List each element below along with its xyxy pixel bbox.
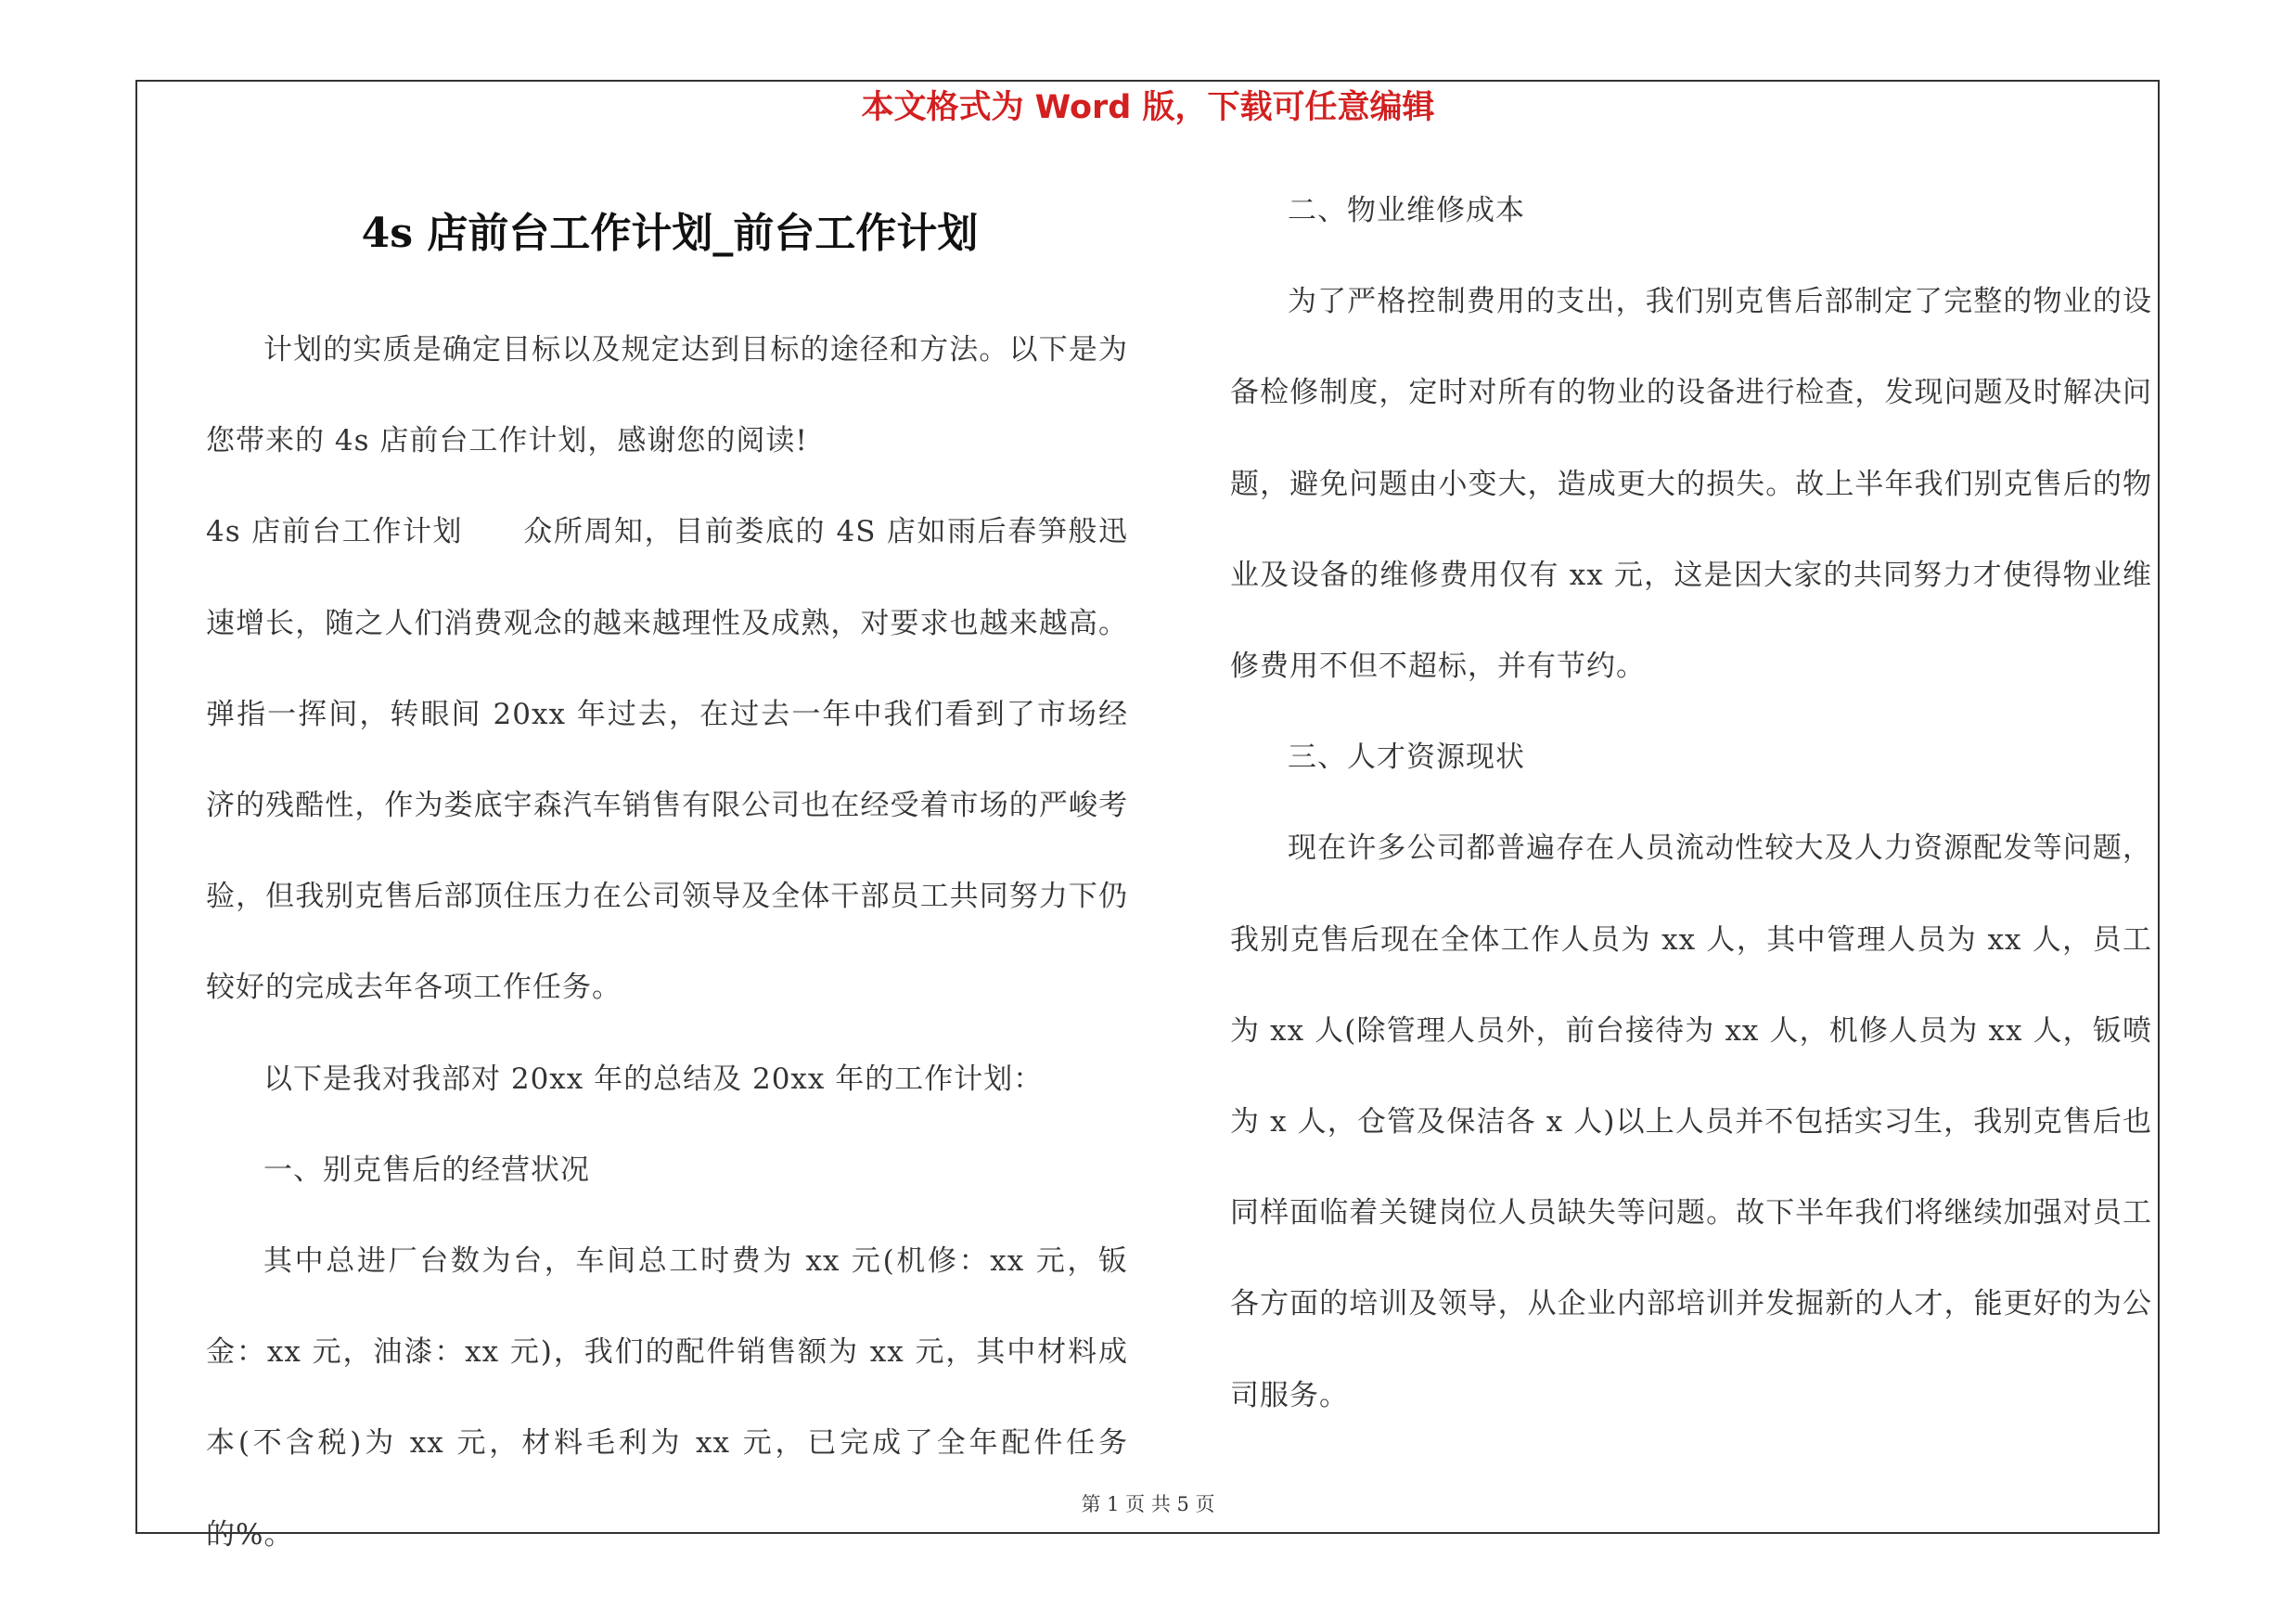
paragraph-maintenance: 为了严格控制费用的支出，我们别克售后部制定了完整的物业的设备检修制度，定时对所有的物业的设备进行检查，发现问题及时解决问题，避免问题由小变大，造成更大的损失。故上半年我们别克售后的物业及设备的维修费用仅有 xx 元，这是因大家的共同努力才使得物业维修费用不但不超标，并有节约。 bbox=[1230, 285, 2152, 684]
left-column bbox=[206, 304, 1128, 1580]
format-banner: 本文格式为 Word 版，下载可任意编辑 bbox=[861, 89, 1435, 126]
paragraph-overview: 4s 店前台工作计划 众所周知，目前娄底的 4S 店如雨后春笋般迅速增长，随之人们消费观念的越来越理性及成熟，对要求也越来越高。弹指一挥间，转眼间 20xx 年过去，在过去一年中我们看到了市场经济的残酷性，作为娄底宇森汽车销售有限公司也在经受着市场的严峻考验，但我别克售后部顶住压力在公司领导及全体干部员工共同努力下仍较好的完成去年各项工作任务。 bbox=[206, 515, 1128, 1005]
document-title: 4s 店前台工作计划_前台工作计划 bbox=[361, 210, 979, 257]
right-column bbox=[1230, 165, 2152, 1441]
page-number: 第 1 页 共 5 页 bbox=[1081, 1493, 1215, 1515]
section-heading-maintenance: 二、物业维修成本 bbox=[1288, 194, 1525, 227]
paragraph-operations: 其中总进厂台数为台，车间总工时费为 xx 元(机修：xx 元，钣金：xx 元，油漆：xx 元)，我们的配件销售额为 xx 元，其中材料成本(不含税)为 xx 元，材料毛利为 xx 元，已完成了全年配件任务的%。 bbox=[206, 1244, 1128, 1552]
paragraph-plan-lead: 以下是我对我部对 20xx 年的总结及 20xx 年的工作计划： bbox=[263, 1062, 1044, 1096]
paragraph-talent: 现在许多公司都普遍存在人员流动性较大及人力资源配发等问题，我别克售后现在全体工作人员为 xx 人，其中管理人员为 xx 人，员工为 xx 人(除管理人员外，前台接待为 xx 人，机修人员为 xx 人，钣喷为 x 人，仓管及保洁各 x 人)以上人员并不包括实习生，我别克售后也同样面临着关键岗位人员缺失等问题。故下半年我们将继续加强对员工各方面的培训及领导，从企业内部培训并发掘新的人才，能更好的为公司服务。 bbox=[1230, 831, 2152, 1412]
paragraph-intro: 计划的实质是确定目标以及规定达到目标的途径和方法。以下是为您带来的 4s 店前台工作计划，感谢您的阅读! bbox=[206, 333, 1128, 458]
section-heading-operations: 一、别克售后的经营状况 bbox=[263, 1153, 590, 1187]
section-heading-talent: 三、人才资源现状 bbox=[1288, 741, 1525, 775]
